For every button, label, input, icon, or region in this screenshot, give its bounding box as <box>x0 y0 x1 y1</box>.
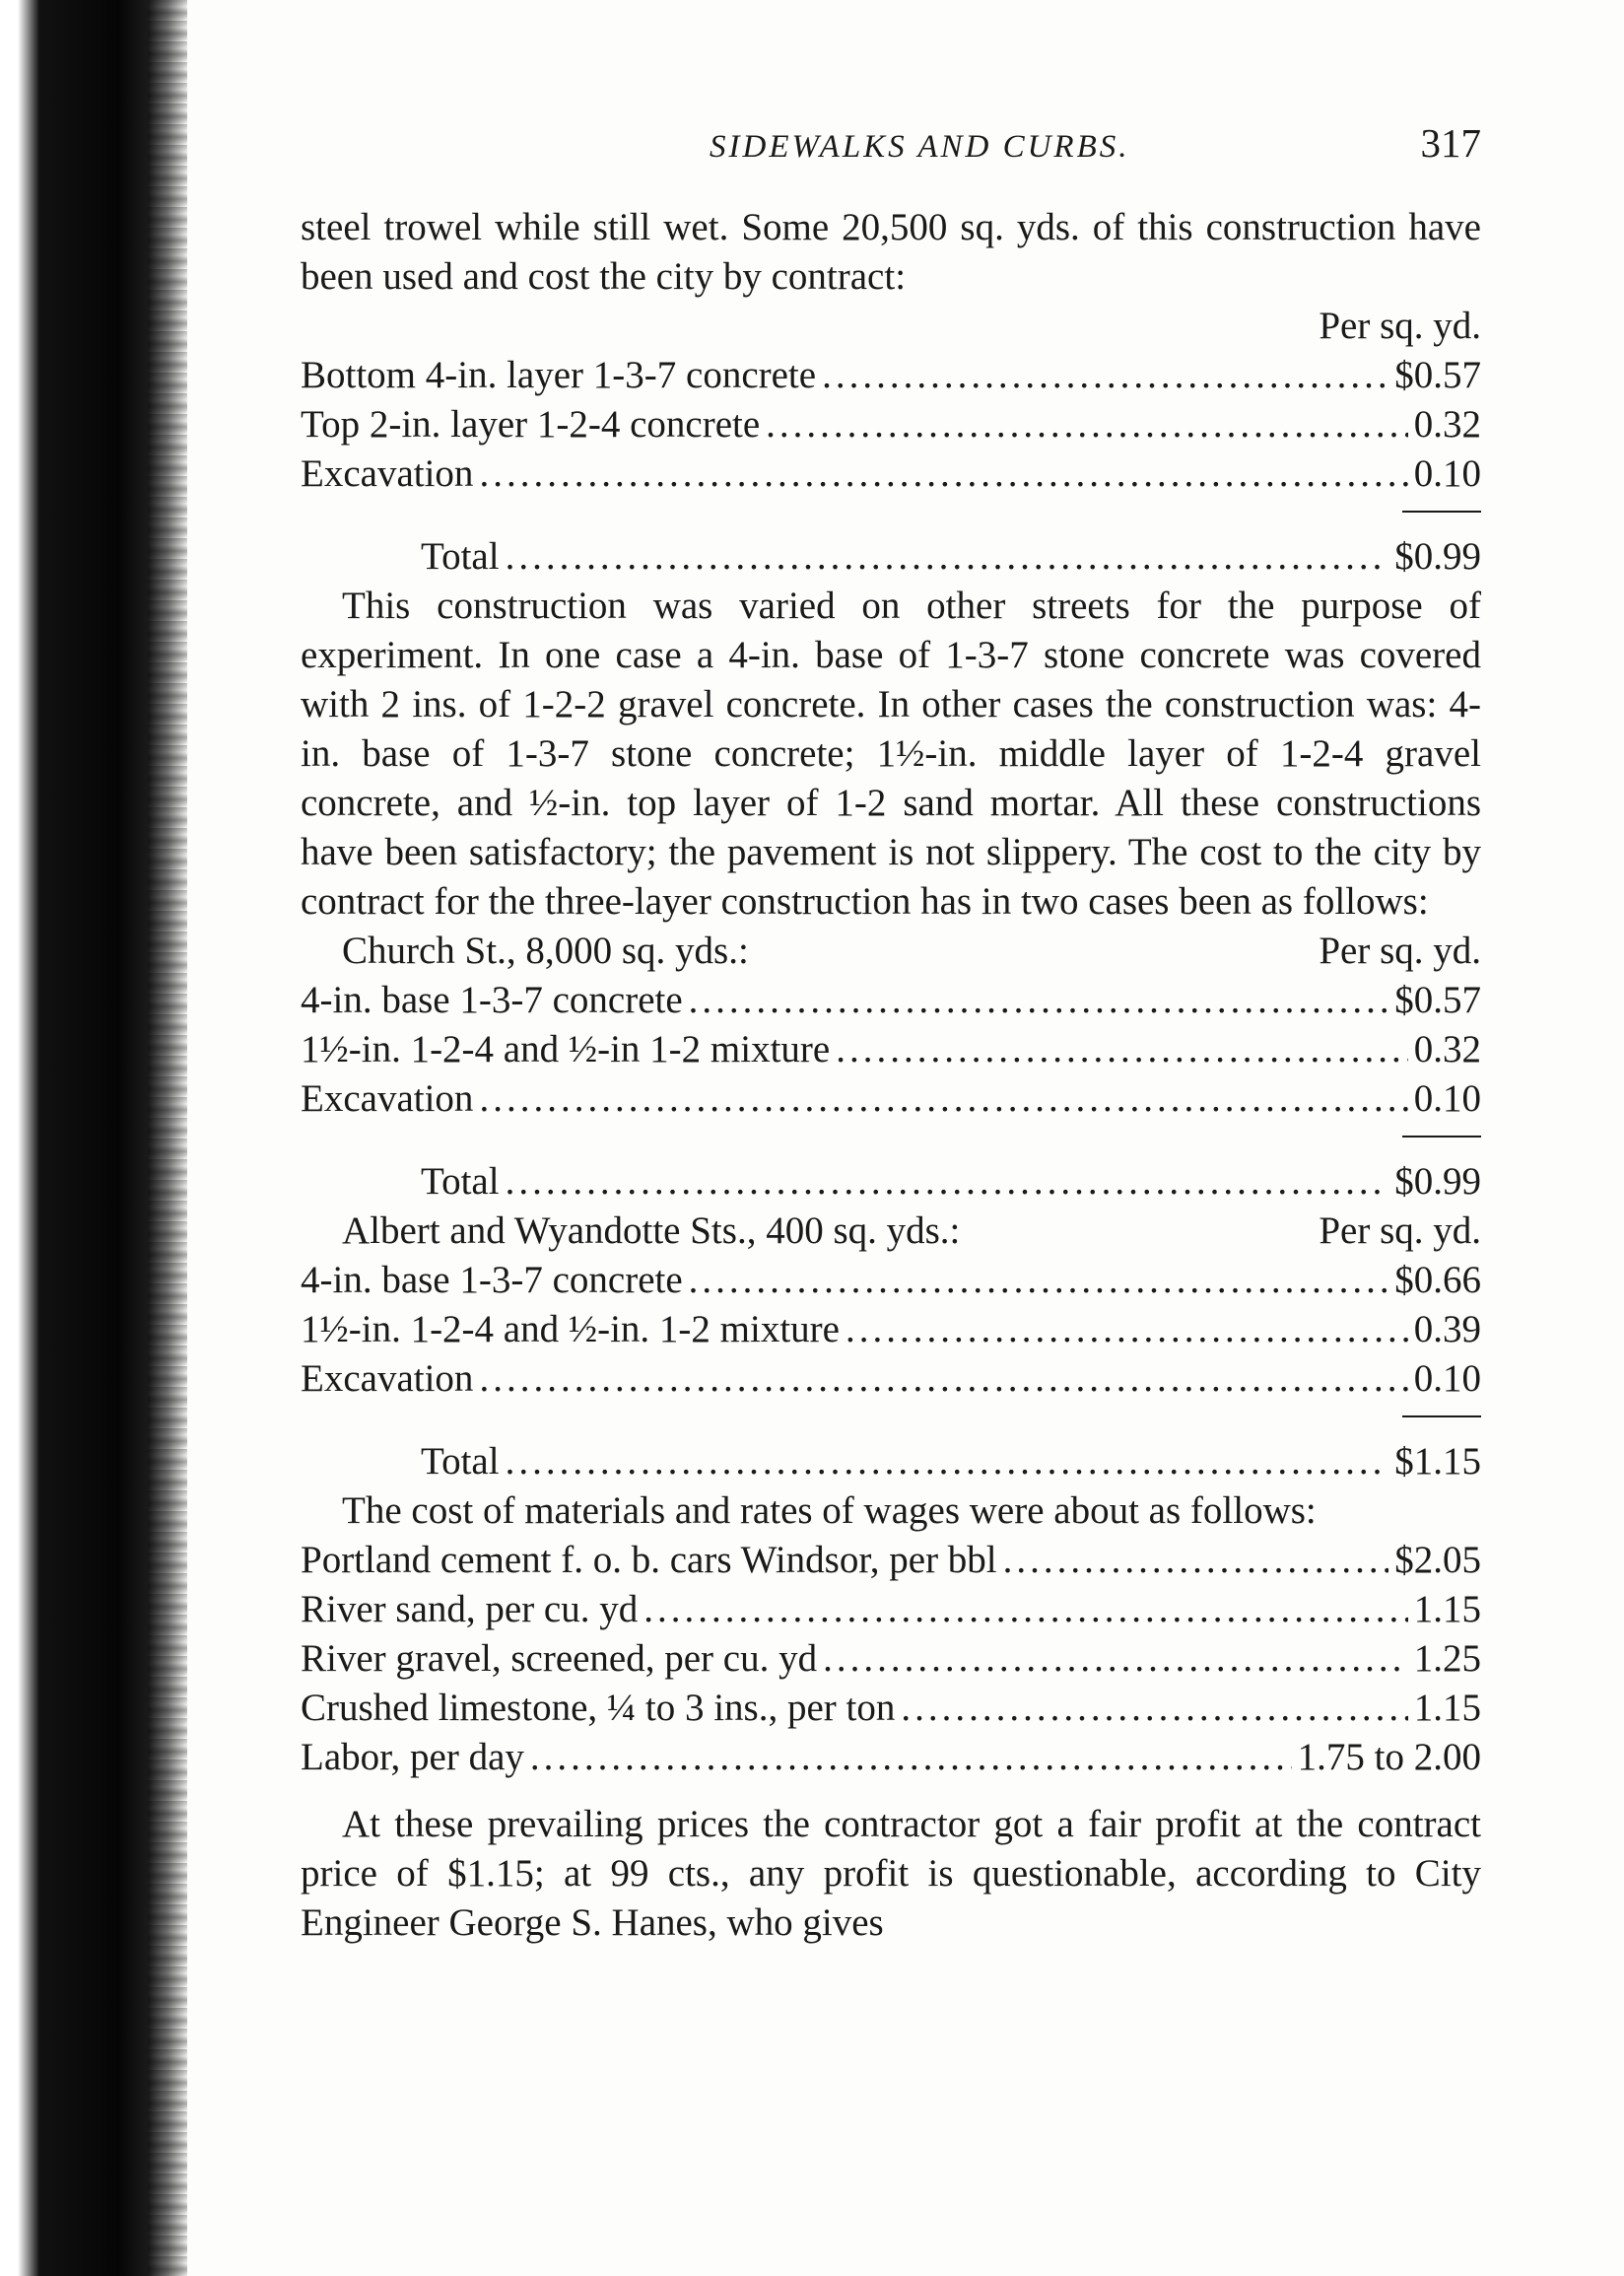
table4-row <box>301 1733 1481 1782</box>
table2-heading: Church St., 8,000 sq. yds.: <box>342 930 749 972</box>
paragraph-4: At these prevailing prices the contractor got a fair profit at the contract price of $1.15; at 99 cts., any profit is questionable, according to City Engineer George S. Hanes, who gives <box>301 1803 1481 1944</box>
sum-rule <box>301 1404 1481 1419</box>
row-label: Crushed limestone, ¼ to 3 ins., per ton <box>301 1687 896 1729</box>
row-label: Portland cement f. o. b. cars Windsor, per bbl <box>301 1539 997 1581</box>
table2-total-row <box>301 1157 1481 1207</box>
paragraph-2: This construction was varied on other streets for the purpose of experiment. In one case a 4-in. base of 1-3-7 stone concrete was covered with 2 ins. of 1-2-2 gravel concrete. In other cases the construction was: 4-in. base of 1-3-7 stone concrete; 1½-in. middle layer of 1-2-4 gravel concrete, and ½-in. top layer of 1-2 sand mortar. All these constructions have been satisfactory; the pavement is not slippery. The cost to the city by contract for the three-layer construction has in two cases been as follows: <box>301 585 1481 923</box>
dot-leader <box>836 1025 1408 1074</box>
dot-leader <box>479 1354 1407 1404</box>
sum-rule <box>301 499 1481 515</box>
table1-header <box>301 302 1481 351</box>
dot-leader <box>643 1585 1408 1634</box>
row-label: 1½-in. 1-2-4 and ½-in 1-2 mixture <box>301 1028 831 1070</box>
total-label: Total <box>421 1160 500 1203</box>
page-number: 317 <box>1420 120 1481 166</box>
row-label: Bottom 4-in. layer 1-3-7 concrete <box>301 354 817 396</box>
table4-row <box>301 1634 1481 1684</box>
book-page <box>301 118 1481 1948</box>
dot-leader <box>506 1437 1389 1486</box>
row-label: Top 2-in. layer 1-2-4 concrete <box>301 403 761 446</box>
total-label: Total <box>421 535 500 578</box>
dot-leader <box>479 1074 1407 1124</box>
book-binding-shadow <box>0 0 187 2276</box>
dot-leader <box>846 1305 1408 1354</box>
row-value: 1.25 <box>1413 1637 1481 1680</box>
row-label: 4-in. base 1-3-7 concrete <box>301 979 683 1021</box>
dot-leader <box>689 976 1389 1025</box>
dot-leader <box>901 1684 1407 1733</box>
table3-unit: Per sq. yd. <box>1319 1209 1481 1252</box>
total-value: $0.99 <box>1394 1160 1481 1203</box>
row-label: 4-in. base 1-3-7 concrete <box>301 1259 683 1301</box>
dot-leader <box>479 449 1407 499</box>
row-label: Labor, per day <box>301 1736 524 1778</box>
table4-row <box>301 1684 1481 1733</box>
table3-heading: Albert and Wyandotte Sts., 400 sq. yds.: <box>342 1209 961 1252</box>
paragraph-3: The cost of materials and rates of wages were about as follows: <box>342 1489 1317 1532</box>
dot-leader <box>822 351 1388 400</box>
table3-row <box>301 1305 1481 1354</box>
row-value: 0.39 <box>1413 1308 1481 1350</box>
dot-leader <box>823 1634 1408 1684</box>
row-value: 1.15 <box>1413 1588 1481 1630</box>
dot-leader <box>530 1733 1292 1782</box>
row-value: $0.57 <box>1394 354 1481 396</box>
table3-row <box>301 1256 1481 1305</box>
total-value: $0.99 <box>1394 535 1481 578</box>
row-value: $0.57 <box>1394 979 1481 1021</box>
row-value: 0.10 <box>1413 452 1481 495</box>
row-value: 0.32 <box>1413 403 1481 446</box>
row-value: 0.10 <box>1413 1077 1481 1120</box>
row-value: $2.05 <box>1394 1539 1481 1581</box>
row-value: 0.32 <box>1413 1028 1481 1070</box>
table1-row <box>301 400 1481 449</box>
table3-header <box>301 1207 1481 1256</box>
table3-total-row <box>301 1437 1481 1486</box>
total-label: Total <box>421 1440 500 1483</box>
table2-row <box>301 1025 1481 1074</box>
table2-header <box>301 927 1481 976</box>
table1-row <box>301 449 1481 499</box>
dot-leader <box>506 1157 1389 1207</box>
table2-row <box>301 1074 1481 1124</box>
row-label: River gravel, screened, per cu. yd <box>301 1637 818 1680</box>
table1-row <box>301 351 1481 400</box>
row-label: Excavation <box>301 1357 474 1400</box>
total-value: $1.15 <box>1394 1440 1481 1483</box>
dot-leader <box>506 532 1389 582</box>
dot-leader <box>689 1256 1389 1305</box>
table4-row <box>301 1536 1481 1585</box>
dot-leader <box>766 400 1408 449</box>
paragraph-1: steel trowel while still wet. Some 20,500 sq. yds. of this construction have been used and cost the city by contract: <box>301 206 1481 298</box>
sum-rule <box>301 1124 1481 1139</box>
table2-unit: Per sq. yd. <box>1319 930 1481 972</box>
table2-row <box>301 976 1481 1025</box>
dot-leader <box>1003 1536 1389 1585</box>
row-label: 1½-in. 1-2-4 and ½-in. 1-2 mixture <box>301 1308 840 1350</box>
row-value: 0.10 <box>1413 1357 1481 1400</box>
row-value: 1.75 to 2.00 <box>1297 1736 1481 1778</box>
row-label: Excavation <box>301 452 474 495</box>
table3-row <box>301 1354 1481 1404</box>
table1-total-row <box>301 532 1481 582</box>
row-label: Excavation <box>301 1077 474 1120</box>
row-value: $0.66 <box>1394 1259 1481 1301</box>
table1-unit: Per sq. yd. <box>1319 305 1481 347</box>
row-value: 1.15 <box>1413 1687 1481 1729</box>
running-title: SIDEWALKS AND CURBS. <box>710 129 1130 165</box>
table4-row <box>301 1585 1481 1634</box>
row-label: River sand, per cu. yd <box>301 1588 639 1630</box>
page-header <box>301 118 1481 168</box>
